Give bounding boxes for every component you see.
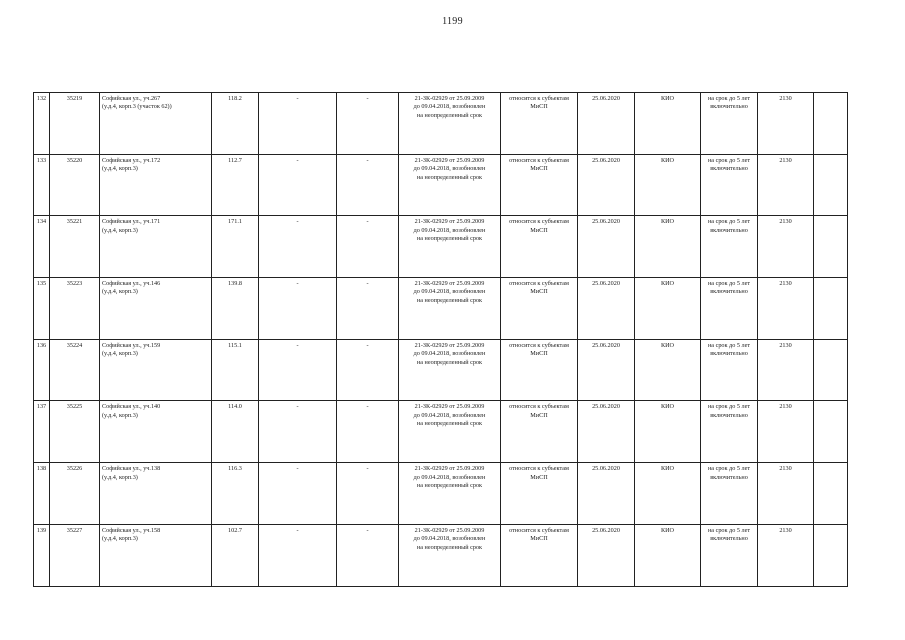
document-cell-line: до 09.04.2018, возобновлен <box>413 535 486 543</box>
address-cell-line: Софийская ул., уч.158 <box>102 526 161 534</box>
area-cell: 102.7 <box>212 524 259 586</box>
organization-cell: КИО <box>635 463 701 525</box>
subject-cell-line: относится к субъектам <box>509 341 569 349</box>
document-cell-line: на неопределенный срок <box>416 358 483 366</box>
document-cell-line: 21-ЗК-02929 от 25.09.2009 <box>414 156 485 164</box>
date-cell: 25.06.2020 <box>578 339 635 401</box>
document-cell <box>399 524 501 586</box>
empty-cell <box>814 154 848 216</box>
subject-cell <box>501 216 578 278</box>
address-cell-line: (у.д.4, корп.3) <box>102 473 138 481</box>
document-cell-line: на неопределенный срок <box>416 173 483 181</box>
document-cell-line: на неопределенный срок <box>416 420 483 428</box>
area-cell: 116.3 <box>212 463 259 525</box>
address-cell-line: Софийская ул., уч.172 <box>102 156 161 164</box>
document-cell <box>399 339 501 401</box>
subject-cell-line: относится к субъектам <box>509 465 569 473</box>
term-cell-line: на срок до 5 лет <box>707 95 751 102</box>
term-cell <box>701 339 758 401</box>
term-cell-line: включительно <box>710 288 748 296</box>
object-code-cell: 35226 <box>50 463 100 525</box>
document-cell <box>399 154 501 216</box>
document-cell-line: на неопределенный срок <box>416 543 483 551</box>
document-cell <box>399 401 501 463</box>
address-cell-line: Софийская ул., уч.140 <box>102 403 161 411</box>
address-cell <box>100 524 212 586</box>
term-cell <box>701 93 758 155</box>
table-body <box>34 93 848 587</box>
table-row <box>34 93 848 155</box>
object-code-cell: 35224 <box>50 339 100 401</box>
address-cell <box>100 401 212 463</box>
row-number-cell: 138 <box>34 463 50 525</box>
subject-cell <box>501 339 578 401</box>
term-cell-line: включительно <box>710 103 748 111</box>
empty-cell <box>814 463 848 525</box>
subject-cell-line: МиСП <box>530 165 548 173</box>
row-number-cell: 137 <box>34 401 50 463</box>
document-cell <box>399 463 501 525</box>
term-cell-line: включительно <box>710 165 748 173</box>
address-cell-line: Софийская ул., уч.267 <box>102 95 161 102</box>
document-cell-line: 21-ЗК-02929 от 25.09.2009 <box>414 465 485 473</box>
document-cell-line: 21-ЗК-02929 от 25.09.2009 <box>414 95 485 102</box>
code-cell: 2130 <box>758 216 814 278</box>
document-cell-line: 21-ЗК-02929 от 25.09.2009 <box>414 218 485 226</box>
code-cell: 2130 <box>758 154 814 216</box>
document-cell-line: до 09.04.2018, возобновлен <box>413 473 486 481</box>
organization-cell: КИО <box>635 339 701 401</box>
document-cell-line: до 09.04.2018, возобновлен <box>413 103 486 111</box>
dash-cell: - <box>259 93 337 155</box>
organization-cell: КИО <box>635 216 701 278</box>
address-cell-line: (у.д.4, корп.3) <box>102 226 138 234</box>
address-cell-line: Софийская ул., уч.146 <box>102 280 161 288</box>
subject-cell-line: относится к субъектам <box>509 526 569 534</box>
address-cell <box>100 278 212 340</box>
row-number-cell: 136 <box>34 339 50 401</box>
subject-cell-line: МиСП <box>530 350 548 358</box>
term-cell <box>701 216 758 278</box>
area-cell: 112.7 <box>212 154 259 216</box>
address-cell <box>100 216 212 278</box>
address-cell <box>100 93 212 155</box>
document-cell-line: на неопределенный срок <box>416 235 483 243</box>
term-cell-line: включительно <box>710 473 748 481</box>
table-row <box>34 339 848 401</box>
subject-cell-line: относится к субъектам <box>509 280 569 288</box>
dash-cell: - <box>337 278 399 340</box>
dash-cell: - <box>337 339 399 401</box>
address-cell-line: (у.д.4, корп.3) <box>102 411 138 419</box>
object-code-cell: 35220 <box>50 154 100 216</box>
subject-cell <box>501 154 578 216</box>
code-cell: 2130 <box>758 93 814 155</box>
address-cell-line: Софийская ул., уч.159 <box>102 341 161 349</box>
document-cell-line: на неопределенный срок <box>416 111 483 119</box>
term-cell-line: включительно <box>710 226 748 234</box>
table-row <box>34 278 848 340</box>
address-cell-line: (у.д.4, корп.3) <box>102 288 138 296</box>
document-cell-line: 21-ЗК-02929 от 25.09.2009 <box>414 526 485 534</box>
row-number-cell: 139 <box>34 524 50 586</box>
organization-cell: КИО <box>635 93 701 155</box>
term-cell-line: на срок до 5 лет <box>707 403 751 411</box>
row-number-cell: 134 <box>34 216 50 278</box>
address-cell <box>100 339 212 401</box>
row-number-cell: 135 <box>34 278 50 340</box>
document-cell <box>399 93 501 155</box>
dash-cell: - <box>337 216 399 278</box>
term-cell <box>701 154 758 216</box>
date-cell: 25.06.2020 <box>578 154 635 216</box>
document-cell-line: на неопределенный срок <box>416 481 483 489</box>
area-cell: 171.1 <box>212 216 259 278</box>
table-row <box>34 216 848 278</box>
registry-table <box>33 92 848 587</box>
dash-cell: - <box>259 278 337 340</box>
dash-cell: - <box>259 401 337 463</box>
address-cell-line: (у.д.4, корп.3) <box>102 350 138 358</box>
object-code-cell: 35219 <box>50 93 100 155</box>
document-cell-line: до 09.04.2018, возобновлен <box>413 411 486 419</box>
subject-cell <box>501 524 578 586</box>
empty-cell <box>814 216 848 278</box>
subject-cell-line: МиСП <box>530 411 548 419</box>
code-cell: 2130 <box>758 339 814 401</box>
term-cell-line: на срок до 5 лет <box>707 526 751 534</box>
subject-cell-line: относится к субъектам <box>509 218 569 226</box>
term-cell <box>701 524 758 586</box>
document-cell-line: до 09.04.2018, возобновлен <box>413 226 486 234</box>
code-cell: 2130 <box>758 278 814 340</box>
code-cell: 2130 <box>758 463 814 525</box>
object-code-cell: 35221 <box>50 216 100 278</box>
term-cell <box>701 401 758 463</box>
document-cell-line: 21-ЗК-02929 от 25.09.2009 <box>414 403 485 411</box>
term-cell <box>701 463 758 525</box>
date-cell: 25.06.2020 <box>578 93 635 155</box>
subject-cell-line: относится к субъектам <box>509 156 569 164</box>
term-cell-line: включительно <box>710 411 748 419</box>
empty-cell <box>814 401 848 463</box>
organization-cell: КИО <box>635 524 701 586</box>
term-cell <box>701 278 758 340</box>
address-cell-line: (у.д.4, корп.3) <box>102 535 138 543</box>
term-cell-line: на срок до 5 лет <box>707 156 751 164</box>
dash-cell: - <box>337 154 399 216</box>
subject-cell-line: МиСП <box>530 535 548 543</box>
table-row <box>34 524 848 586</box>
row-number-cell: 133 <box>34 154 50 216</box>
subject-cell <box>501 93 578 155</box>
term-cell-line: на срок до 5 лет <box>707 341 751 349</box>
address-cell-line: Софийская ул., уч.138 <box>102 465 161 473</box>
dash-cell: - <box>259 463 337 525</box>
document-cell-line: 21-ЗК-02929 от 25.09.2009 <box>414 280 485 288</box>
area-cell: 139.8 <box>212 278 259 340</box>
empty-cell <box>814 339 848 401</box>
row-number-cell: 132 <box>34 93 50 155</box>
subject-cell-line: относится к субъектам <box>509 95 569 102</box>
document-cell-line: на неопределенный срок <box>416 296 483 304</box>
dash-cell: - <box>259 339 337 401</box>
document-cell-line: до 09.04.2018, возобновлен <box>413 165 486 173</box>
document-cell <box>399 216 501 278</box>
date-cell: 25.06.2020 <box>578 463 635 525</box>
term-cell-line: включительно <box>710 535 748 543</box>
document-cell-line: до 09.04.2018, возобновлен <box>413 350 486 358</box>
organization-cell: КИО <box>635 401 701 463</box>
object-code-cell: 35225 <box>50 401 100 463</box>
term-cell-line: на срок до 5 лет <box>707 465 751 473</box>
subject-cell-line: относится к субъектам <box>509 403 569 411</box>
subject-cell <box>501 278 578 340</box>
code-cell: 2130 <box>758 524 814 586</box>
date-cell: 25.06.2020 <box>578 216 635 278</box>
address-cell-line: (у.д.4, корп.3) <box>102 165 138 173</box>
table-row <box>34 401 848 463</box>
subject-cell-line: МиСП <box>530 473 548 481</box>
object-code-cell: 35223 <box>50 278 100 340</box>
dash-cell: - <box>259 524 337 586</box>
subject-cell-line: МиСП <box>530 288 548 296</box>
page-number: 1199 <box>442 16 463 27</box>
organization-cell: КИО <box>635 154 701 216</box>
subject-cell <box>501 401 578 463</box>
organization-cell: КИО <box>635 278 701 340</box>
code-cell: 2130 <box>758 401 814 463</box>
area-cell: 114.0 <box>212 401 259 463</box>
address-cell <box>100 463 212 525</box>
dash-cell: - <box>259 216 337 278</box>
dash-cell: - <box>337 93 399 155</box>
empty-cell <box>814 278 848 340</box>
area-cell: 115.1 <box>212 339 259 401</box>
table-row <box>34 463 848 525</box>
date-cell: 25.06.2020 <box>578 401 635 463</box>
area-cell: 118.2 <box>212 93 259 155</box>
term-cell-line: на срок до 5 лет <box>707 218 751 226</box>
date-cell: 25.06.2020 <box>578 278 635 340</box>
term-cell-line: включительно <box>710 350 748 358</box>
subject-cell <box>501 463 578 525</box>
object-code-cell: 35227 <box>50 524 100 586</box>
document-cell-line: до 09.04.2018, возобновлен <box>413 288 486 296</box>
address-cell-line: Софийская ул., уч.171 <box>102 218 161 226</box>
term-cell-line: на срок до 5 лет <box>707 280 751 288</box>
subject-cell-line: МиСП <box>530 226 548 234</box>
table-row <box>34 154 848 216</box>
address-cell <box>100 154 212 216</box>
dash-cell: - <box>337 463 399 525</box>
document-cell <box>399 278 501 340</box>
dash-cell: - <box>337 401 399 463</box>
dash-cell: - <box>337 524 399 586</box>
dash-cell: - <box>259 154 337 216</box>
document-cell-line: 21-ЗК-02929 от 25.09.2009 <box>414 341 485 349</box>
address-cell-line: (у.д.4, корп.3 (участок 62)) <box>102 103 172 111</box>
empty-cell <box>814 524 848 586</box>
empty-cell <box>814 93 848 155</box>
date-cell: 25.06.2020 <box>578 524 635 586</box>
subject-cell-line: МиСП <box>530 103 548 111</box>
